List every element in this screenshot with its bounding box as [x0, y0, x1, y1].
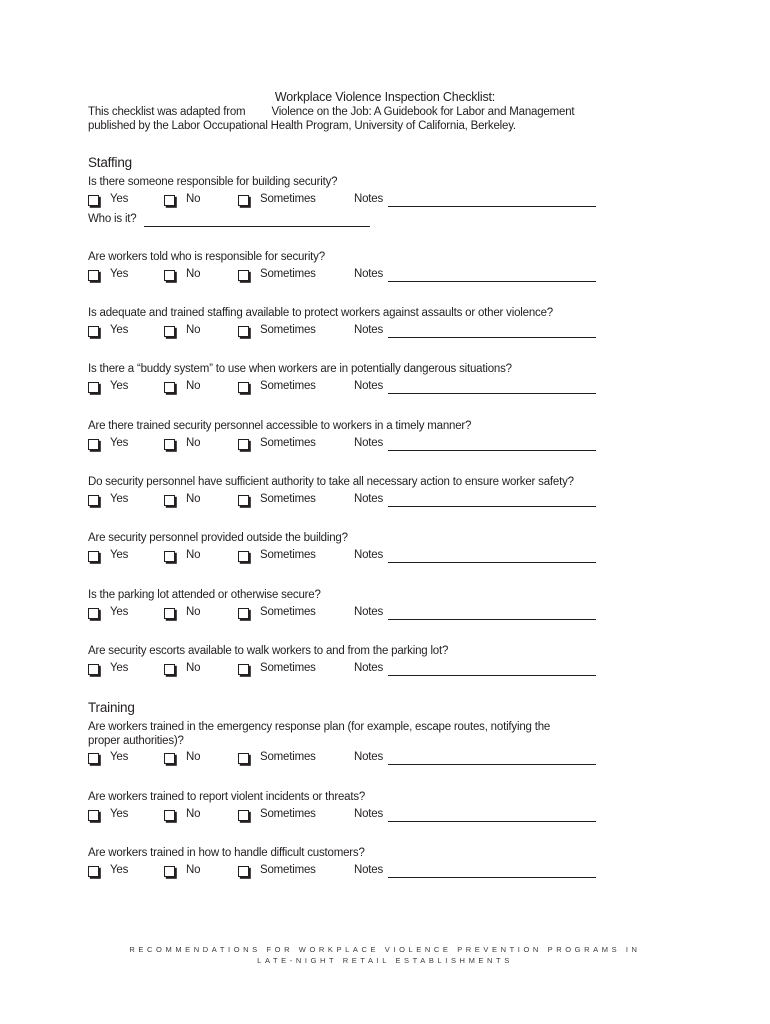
notes-label: Notes: [354, 662, 384, 674]
checkbox-no[interactable]: [164, 195, 175, 206]
answer-row: [88, 752, 688, 768]
notes-line[interactable]: [388, 619, 596, 620]
notes-label: Notes: [354, 493, 384, 505]
intro-text: [88, 105, 688, 133]
checkbox-no[interactable]: [164, 382, 175, 393]
checkbox-sometimes[interactable]: [238, 608, 249, 619]
intro-line-2: published by the Labor Occupational Health Program, University of California, Berkeley.: [88, 120, 516, 132]
notes-label: Notes: [354, 606, 384, 618]
question-text: Are there trained security personnel accessible to workers in a timely manner?: [88, 420, 472, 432]
checkbox-yes[interactable]: [88, 495, 99, 506]
option-yes-label: Yes: [110, 437, 129, 449]
question-text: Do security personnel have sufficient authority to take all necessary action to ensure worker safety?: [88, 476, 574, 488]
answer-row: [88, 663, 688, 679]
option-no-label: No: [186, 437, 201, 449]
answer-row: [88, 194, 688, 210]
answer-row: [88, 607, 688, 623]
option-no-label: No: [186, 751, 201, 763]
notes-line[interactable]: [388, 393, 596, 394]
option-sometimes-label: Sometimes: [260, 808, 316, 820]
checkbox-yes[interactable]: [88, 382, 99, 393]
notes-label: Notes: [354, 268, 384, 280]
option-no-label: No: [186, 606, 201, 618]
option-sometimes-label: Sometimes: [260, 380, 316, 392]
checkbox-sometimes[interactable]: [238, 495, 249, 506]
option-sometimes-label: Sometimes: [260, 268, 316, 280]
question-text: Are security personnel provided outside the building?: [88, 532, 348, 544]
notes-label: Notes: [354, 864, 384, 876]
checkbox-yes[interactable]: [88, 439, 99, 450]
option-yes-label: Yes: [110, 193, 129, 205]
checkbox-no[interactable]: [164, 551, 175, 562]
checkbox-sometimes[interactable]: [238, 439, 249, 450]
notes-line[interactable]: [388, 206, 596, 207]
footer-line-1: RECOMMENDATIONS FOR WORKPLACE VIOLENCE PREVENTION PROGRAMS IN: [129, 945, 641, 954]
checkbox-sometimes[interactable]: [238, 753, 249, 764]
option-yes-label: Yes: [110, 864, 129, 876]
option-sometimes-label: Sometimes: [260, 493, 316, 505]
option-no-label: No: [186, 193, 201, 205]
followup-line[interactable]: [144, 226, 370, 227]
checkbox-yes[interactable]: [88, 608, 99, 619]
option-yes-label: Yes: [110, 268, 129, 280]
answer-row: [88, 550, 688, 566]
intro-source-title: Violence on the Job: A Guidebook for Labor and Management: [271, 106, 575, 118]
notes-label: Notes: [354, 324, 384, 336]
checkbox-no[interactable]: [164, 664, 175, 675]
checkbox-yes[interactable]: [88, 866, 99, 877]
notes-label: Notes: [354, 437, 384, 449]
question-text: Are workers trained in how to handle difficult customers?: [88, 847, 365, 859]
notes-line[interactable]: [388, 506, 596, 507]
option-no-label: No: [186, 324, 201, 336]
question-text: Are workers trained to report violent incidents or threats?: [88, 791, 366, 803]
option-yes-label: Yes: [110, 380, 129, 392]
page-title: Workplace Violence Inspection Checklist:: [274, 90, 496, 104]
footer: [0, 944, 770, 966]
notes-line[interactable]: [388, 675, 596, 676]
checkbox-sometimes[interactable]: [238, 326, 249, 337]
intro-lead: This checklist was adapted from: [88, 106, 246, 118]
question-text: Is adequate and trained staffing available to protect workers against assaults or other violence?: [88, 307, 553, 319]
option-yes-label: Yes: [110, 606, 129, 618]
checkbox-yes[interactable]: [88, 326, 99, 337]
option-sometimes-label: Sometimes: [260, 751, 316, 763]
option-sometimes-label: Sometimes: [260, 549, 316, 561]
section-heading-training: Training: [88, 700, 135, 715]
notes-line[interactable]: [388, 562, 596, 563]
notes-line[interactable]: [388, 450, 596, 451]
checkbox-yes[interactable]: [88, 810, 99, 821]
answer-row: [88, 325, 688, 341]
footer-line-2: LATE-NIGHT RETAIL ESTABLISHMENTS: [257, 956, 513, 965]
answer-row: [88, 381, 688, 397]
notes-label: Notes: [354, 808, 384, 820]
option-no-label: No: [186, 549, 201, 561]
option-sometimes-label: Sometimes: [260, 662, 316, 674]
checkbox-sometimes[interactable]: [238, 551, 249, 562]
checkbox-no[interactable]: [164, 495, 175, 506]
question-text: Are security escorts available to walk workers to and from the parking lot?: [88, 645, 449, 657]
intro-line-1: [88, 105, 688, 119]
answer-row: [88, 494, 688, 510]
notes-line[interactable]: [388, 764, 596, 765]
option-no-label: No: [186, 380, 201, 392]
notes-label: Notes: [354, 751, 384, 763]
question-text: Is the parking lot attended or otherwise secure?: [88, 589, 321, 601]
checkbox-yes[interactable]: [88, 753, 99, 764]
option-sometimes-label: Sometimes: [260, 324, 316, 336]
notes-label: Notes: [354, 549, 384, 561]
question-line-1: Are workers trained in the emergency response plan (for example, escape routes, notifying the: [88, 721, 551, 733]
checkbox-yes[interactable]: [88, 664, 99, 675]
notes-line[interactable]: [388, 821, 596, 822]
answer-row: [88, 865, 688, 881]
notes-label: Notes: [354, 380, 384, 392]
option-yes-label: Yes: [110, 324, 129, 336]
checkbox-yes[interactable]: [88, 270, 99, 281]
notes-line[interactable]: [388, 877, 596, 878]
checkbox-no[interactable]: [164, 270, 175, 281]
checkbox-sometimes[interactable]: [238, 866, 249, 877]
option-yes-label: Yes: [110, 808, 129, 820]
question-line-2: proper authorities)?: [88, 735, 184, 747]
option-no-label: No: [186, 493, 201, 505]
section-heading-staffing: Staffing: [88, 155, 132, 170]
checkbox-yes[interactable]: [88, 551, 99, 562]
answer-row: [88, 438, 688, 454]
checkbox-no[interactable]: [164, 326, 175, 337]
option-yes-label: Yes: [110, 493, 129, 505]
answer-row: [88, 269, 688, 285]
option-sometimes-label: Sometimes: [260, 864, 316, 876]
checkbox-no[interactable]: [164, 439, 175, 450]
option-no-label: No: [186, 808, 201, 820]
checkbox-sometimes[interactable]: [238, 270, 249, 281]
option-sometimes-label: Sometimes: [260, 193, 316, 205]
option-yes-label: Yes: [110, 549, 129, 561]
question-text: [88, 720, 688, 748]
checkbox-sometimes[interactable]: [238, 810, 249, 821]
checkbox-sometimes[interactable]: [238, 664, 249, 675]
checkbox-sometimes[interactable]: [238, 195, 249, 206]
option-sometimes-label: Sometimes: [260, 437, 316, 449]
option-yes-label: Yes: [110, 751, 129, 763]
answer-row: [88, 809, 688, 825]
question-text: Is there someone responsible for building security?: [88, 176, 338, 188]
option-no-label: No: [186, 864, 201, 876]
question-text: Are workers told who is responsible for security?: [88, 251, 325, 263]
checkbox-no[interactable]: [164, 753, 175, 764]
notes-line[interactable]: [388, 281, 596, 282]
option-no-label: No: [186, 268, 201, 280]
option-yes-label: Yes: [110, 662, 129, 674]
checkbox-no[interactable]: [164, 608, 175, 619]
checkbox-yes[interactable]: [88, 195, 99, 206]
followup-label: Who is it?: [88, 213, 137, 225]
checkbox-sometimes[interactable]: [238, 382, 249, 393]
option-sometimes-label: Sometimes: [260, 606, 316, 618]
checkbox-no[interactable]: [164, 810, 175, 821]
notes-label: Notes: [354, 193, 384, 205]
notes-line[interactable]: [388, 337, 596, 338]
option-no-label: No: [186, 662, 201, 674]
checkbox-no[interactable]: [164, 866, 175, 877]
question-text: Is there a “buddy system” to use when workers are in potentially dangerous situations?: [88, 363, 512, 375]
